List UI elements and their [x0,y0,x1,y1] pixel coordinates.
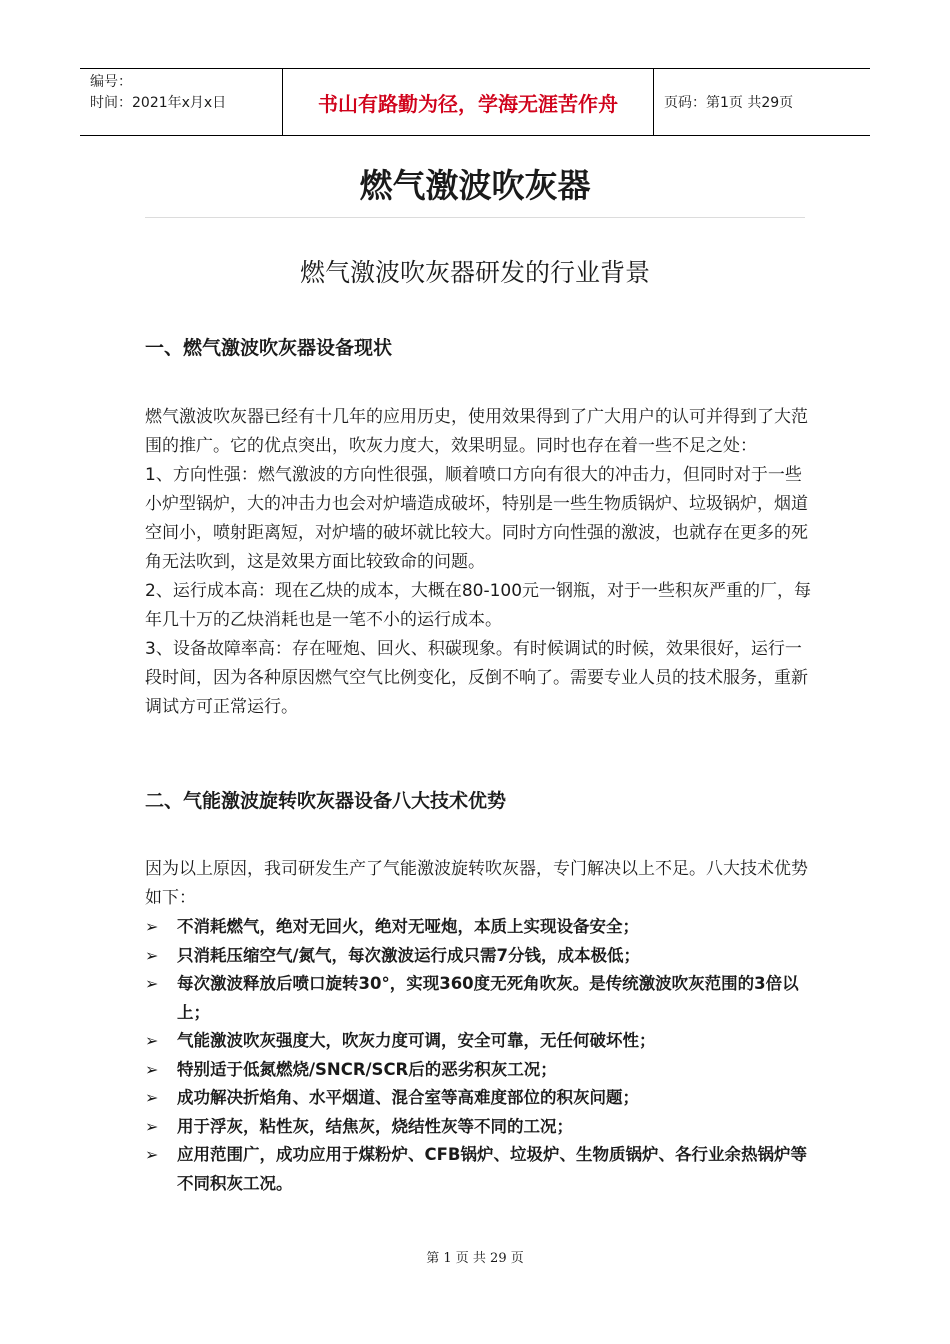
point-2-text-a: 2、运行成本高：现在乙炔的成本，大概在80-100元一钢瓶，对于一些积灰严重的厂， [145,581,795,601]
list-item-text: 特别适于低氮燃烧/SNCR/SCR后的恶劣积灰工况； [177,1059,557,1079]
list-item [145,1141,817,1198]
page-info: 页码：第1页 共29页 [664,95,794,111]
point-3-text-c: 现象。有时候调试的时候，效果很好，运行一段时间，因为各种原因燃气空气比例变化，反倒不响了。需要专业人员的技术服务，重新调试方可正常运行。 [145,639,808,717]
list-item [145,1084,817,1113]
section1-intro: 燃气激波吹灰器已经有十几年的应用历史，使用效果得到了广大用户的认可并得到了大范围的推广。它的优点突出，吹灰力度大，效果明显。同时也存在着一些不足之处： [145,407,808,456]
list-item-text: 只消耗压缩空气/氮气，每次激波运行成只需7分钱，成本极低； [177,945,641,965]
section2-intro: 因为以上原因，我司研发生产了气能激波旋转吹灰器，专门解决以上不足。八大技术优势如下： [145,859,808,908]
header-left-cell [80,69,282,135]
motto: 书山有路勤为径，学海无涯苦作舟 [282,69,654,135]
arrow-bullet-icon: ➢ [145,917,159,936]
list-item [145,1056,817,1085]
arrow-bullet-icon: ➢ [145,1059,159,1079]
arrow-bullet-icon: ➢ [145,1031,159,1050]
section1-point-2 [145,577,817,635]
list-item [145,970,817,1027]
point-2-text-c: 乙炔消耗也是一笔不小的 [230,610,417,630]
point-3-text-a: 3、设备故障率高：存在哑炮、 [145,639,377,659]
arrow-bullet-icon: ➢ [145,1116,159,1136]
list-item [145,1027,817,1056]
list-item-text: 每次激波释放后喷口旋转30°，实现360度无死角吹灰。是传统激波吹灰范围的3倍以上； [177,974,799,1022]
section1-body [145,403,817,722]
list-item-text: 不消耗燃气，绝对无回火，绝对无哑炮，本质上实现设备安全； [177,917,639,936]
document-title: 燃气激波吹灰器 [359,166,591,205]
section1-heading: 一、燃气激波吹灰器设备现状 [145,337,393,359]
point-2-text-d: 运行成本。 [417,610,502,630]
point-3-text-b: 回火、积碳 [376,639,462,659]
list-item-text: 气能激波吹灰强度大，吹灰力度可调，安全可靠，无任何破坏性； [177,1031,656,1050]
list-item-text: 应用范围广，成功应用于煤粉炉、CFB锅炉、垃圾炉、生物质锅炉、各行业余热锅炉等不同积灰工况。 [177,1145,807,1193]
section1-point-1: 1、方向性强：燃气激波的方向性很强，顺着喷口方向有很大的冲击力，但同时对于一些小炉型锅炉，大的冲击力也会对炉墙造成破坏，特别是一些生物质锅炉、垃圾锅炉，烟道空间小，喷射距离短，对炉墙的破坏就比较大。同时方向性强的激波，也就存在更多的死角无法吹到，这是效果方面比较致命的问题。 [145,465,808,572]
list-item [145,913,817,942]
list-item [145,1113,817,1142]
arrow-bullet-icon: ➢ [145,945,159,965]
arrow-bullet-icon: ➢ [145,1145,159,1164]
header-table [80,68,870,136]
number-label: 编号： [90,74,132,90]
advantages-list [145,913,817,1198]
document-subtitle: 燃气激波吹灰器研发的行业背景 [299,258,650,287]
page-footer: 第 1 页 共 29 页 [426,1251,524,1266]
arrow-bullet-icon: ➢ [145,974,159,993]
point-2-text-b: 每年几十万的 [145,581,812,630]
list-item-text: 成功解决折焰角、水平烟道、混合室等高难度部位的积灰问题； [177,1088,639,1107]
title-divider [145,217,805,218]
list-item [145,942,817,971]
list-item-text: 用于浮灰，粘性灰，结焦灰，烧结性灰等不同的工况； [177,1116,573,1136]
time-label: 时间：2021年x月x日 [90,95,227,111]
arrow-bullet-icon: ➢ [145,1088,159,1107]
section1-point-3 [145,635,817,722]
section2-heading: 二、气能激波旋转吹灰器设备八大技术优势 [145,790,507,812]
